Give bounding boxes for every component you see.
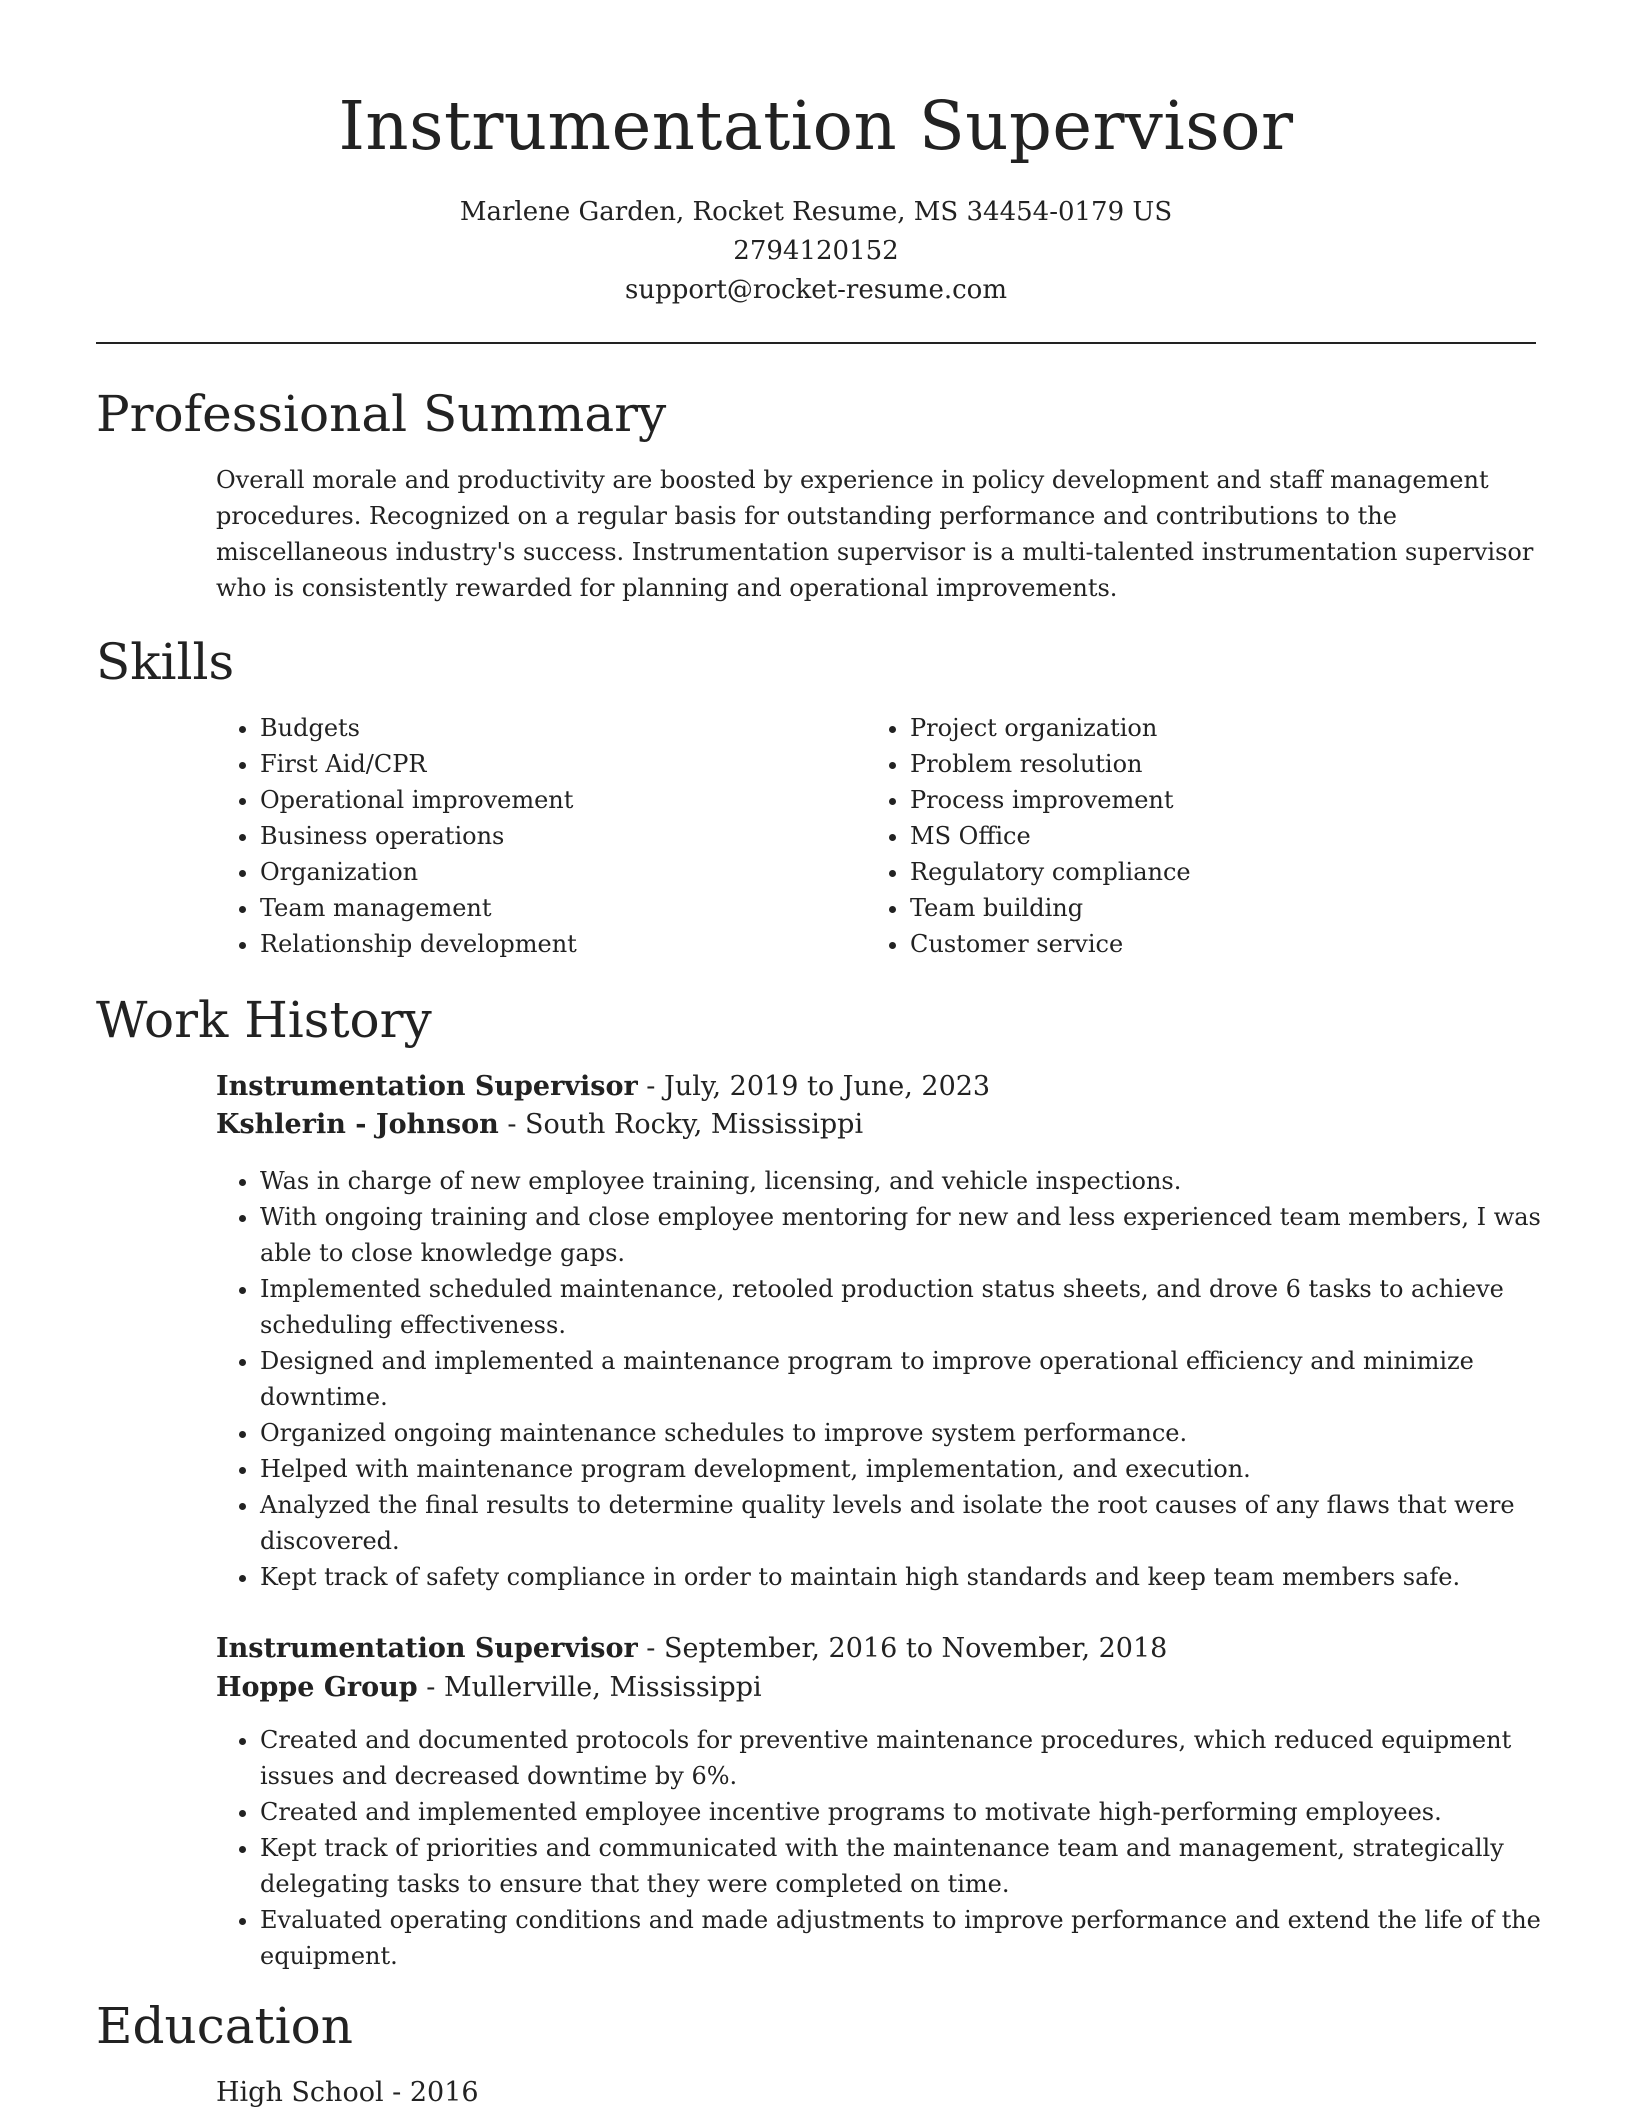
- work-heading: Work History: [96, 991, 432, 1049]
- job-bullet: • Kept track of priorities and communicated with the maintenance team and management, strategically delegating tasks to ensure that they were completed on time.: [260, 1830, 1580, 1902]
- job-bullet: • Helped with maintenance program development, implementation, and execution.: [260, 1451, 1580, 1487]
- skill-item: • Regulatory compliance: [910, 854, 1550, 890]
- job-company-line: [216, 1669, 1536, 1707]
- job-title-line: [216, 1630, 1536, 1668]
- education-entry: High School - 2016: [216, 2077, 479, 2108]
- job-bullets: [216, 1722, 1580, 1974]
- skill-item: • Process improvement: [910, 782, 1550, 818]
- skill-item: • Relationship development: [260, 926, 860, 962]
- job-bullet: • Was in charge of new employee training, licensing, and vehicle inspections.: [260, 1163, 1580, 1199]
- job-company-line: [216, 1106, 1536, 1144]
- job-company: Hoppe Group: [216, 1672, 418, 1703]
- contact-address: Marlene Garden, Rocket Resume, MS 34454-0179 US: [459, 197, 1173, 227]
- skill-item: • Project organization: [910, 710, 1550, 746]
- skills-list-left: [216, 710, 860, 962]
- job-location: - South Rocky, Mississippi: [498, 1109, 864, 1140]
- job-dates: - July, 2019 to June, 2023: [637, 1071, 991, 1102]
- job-title-line: [216, 1068, 1536, 1106]
- job-bullets: [216, 1163, 1580, 1595]
- job-bullet: • Analyzed the final results to determine quality levels and isolate the root causes of any flaws that were discovered.: [260, 1487, 1580, 1559]
- job-dates: - September, 2016 to November, 2018: [637, 1633, 1168, 1664]
- skill-item: • Team building: [910, 890, 1550, 926]
- job-bullet: • Kept track of safety compliance in order to maintain high standards and keep team members safe.: [260, 1559, 1580, 1595]
- contact-phone: 2794120152: [733, 236, 899, 266]
- summary-text: Overall morale and productivity are boosted by experience in policy development and staff management procedures. Recognized on a regular basis for outstanding performance and contributions to the miscellaneous industry's success. Instrumentation supervisor is a multi-talented instrumentation supervisor who is consistently rewarded for planning and operational improvements.: [216, 466, 1534, 602]
- skills-list-right: [866, 710, 1550, 962]
- skill-item: • MS Office: [910, 818, 1550, 854]
- skill-item: • Operational improvement: [260, 782, 860, 818]
- education-heading: Education: [96, 1997, 353, 2055]
- page-title: Instrumentation Supervisor: [338, 87, 1294, 165]
- job-bullet: • Evaluated operating conditions and made adjustments to improve performance and extend the life of the equipment.: [260, 1902, 1580, 1974]
- job-company: Kshlerin - Johnson: [216, 1109, 499, 1140]
- job-bullet: • Organized ongoing maintenance schedules to improve system performance.: [260, 1415, 1580, 1451]
- contact-block: [0, 193, 1632, 310]
- contact-email: support@rocket-resume.com: [624, 275, 1007, 305]
- job-bullet: • Created and documented protocols for preventive maintenance procedures, which reduced equipment issues and decreased downtime by 6%.: [260, 1722, 1580, 1794]
- skill-item: • Budgets: [260, 710, 860, 746]
- header-divider: [96, 342, 1536, 344]
- skill-item: • Organization: [260, 854, 860, 890]
- skill-item: • Business operations: [260, 818, 860, 854]
- job-bullet: • Created and implemented employee incentive programs to motivate high-performing employees.: [260, 1794, 1580, 1830]
- skill-item: • First Aid/CPR: [260, 746, 860, 782]
- job-bullet: • Implemented scheduled maintenance, retooled production status sheets, and drove 6 tasks to achieve scheduling effectiveness.: [260, 1271, 1580, 1343]
- job-role: Instrumentation Supervisor: [216, 1633, 638, 1664]
- job-location: - Mullerville, Mississippi: [417, 1672, 762, 1703]
- skill-item: • Team management: [260, 890, 860, 926]
- skill-item: • Problem resolution: [910, 746, 1550, 782]
- job-bullet: • With ongoing training and close employee mentoring for new and less experienced team members, I was able to close knowledge gaps.: [260, 1199, 1580, 1271]
- skill-item: • Customer service: [910, 926, 1550, 962]
- job-bullet: • Designed and implemented a maintenance program to improve operational efficiency and minimize downtime.: [260, 1343, 1580, 1415]
- summary-heading: Professional Summary: [96, 385, 667, 443]
- job-role: Instrumentation Supervisor: [216, 1071, 638, 1102]
- skills-heading: Skills: [96, 633, 235, 691]
